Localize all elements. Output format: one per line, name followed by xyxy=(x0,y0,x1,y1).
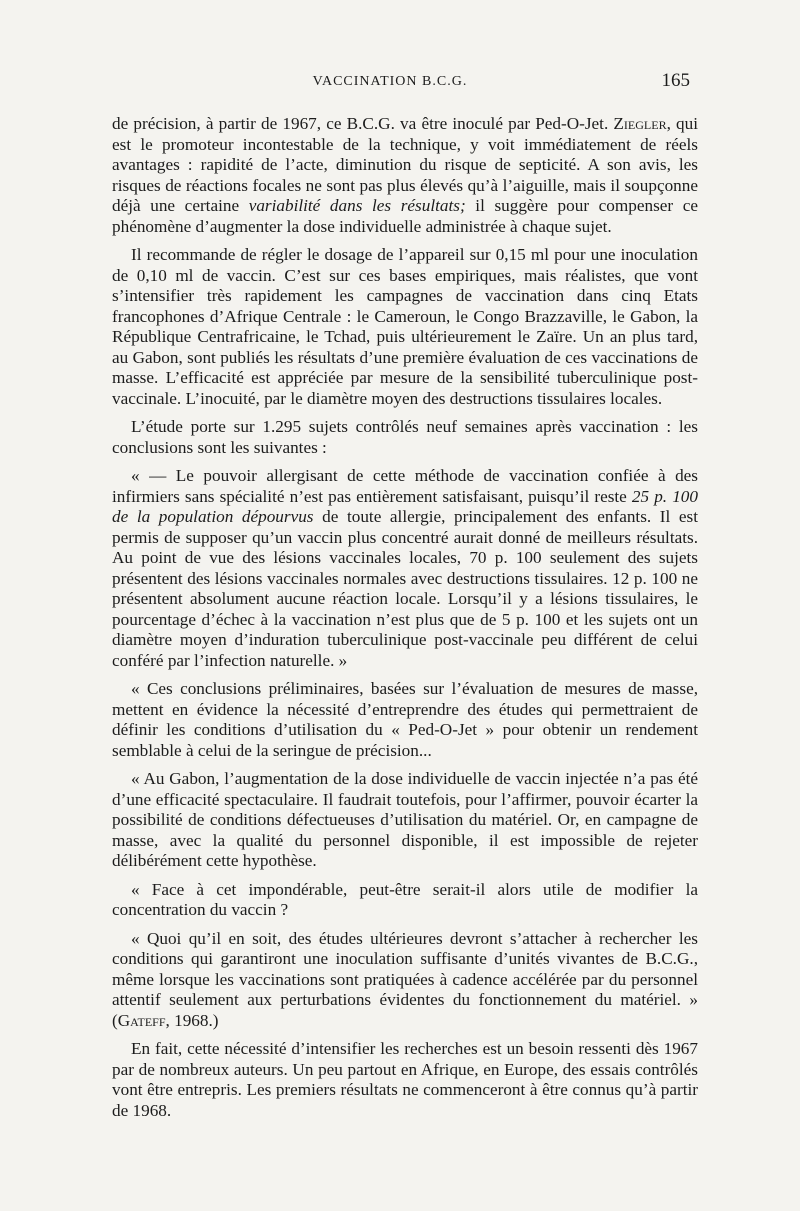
paragraph xyxy=(112,114,698,237)
text-segment: « Au Gabon, l’augmentation de la dose individuelle de vaccin injectée n’a pas été d’une efficacité spectaculaire. Il faudrait toutefois, pour l’affirmer, pouvoir écarter la possibilité de conditions défectueuses d’utilisation du matériel. Or, en campagne de masse, avec la qualité du personnel disponible, il est impossible de rejeter délibérément cette hypothèse. xyxy=(112,769,698,870)
quoted-paragraph xyxy=(112,769,698,872)
paragraph xyxy=(112,245,698,409)
italic-text: 25 p. 100 de la population dépourvus xyxy=(112,486,698,526)
running-head-title: VACCINATION B.C.G. xyxy=(312,74,468,89)
quoted-paragraph xyxy=(112,880,698,921)
text-segment: « Ces conclusions préliminaires, basées sur l’évaluation de mesures de masse, mettent en évidence la nécessité d’entreprendre des études qui permettraient de définir les conditions d’utilisation du « Ped-O-Jet » pour obtenir un rendement semblable à celui de la seringue de précision... xyxy=(112,679,698,760)
quoted-paragraph xyxy=(112,679,698,761)
text-segment: , 1968.) xyxy=(165,1010,219,1030)
text-segment: de précision, à partir de 1967, ce B.C.G. va être inoculé par Ped-O-Jet. xyxy=(112,114,614,133)
author-name: Ziegler xyxy=(613,114,667,133)
text-segment: « Face à cet impondérable, peut-être serait-il alors utile de modifier la concentration du vaccin ? xyxy=(112,879,698,919)
text-segment: Il recommande de régler le dosage de l’appareil sur 0,15 ml pour une inoculation de 0,10 ml de vaccin. C’est sur ces bases empiriques, mais réalistes, que vont s’intensifier très rapidement les campagnes de vaccination dans cinq Etats francophones d’Afrique Centrale : le Cameroun, le Congo Brazzaville, le Gabon, la République Centrafricaine, le Tchad, puis ultérieurement le Zaïre. Un an plus tard, au Gabon, sont publiés les résultats d’une première évaluation de ces vaccinations de masse. L’efficacité est appréciée par mesure de la sensibilité tuberculinique post-vaccinale. L’inocuité, par le diamètre moyen des destructions tissulaires locales. xyxy=(112,245,698,408)
author-name: Gateff xyxy=(117,1010,166,1030)
text-segment: il suggère pour compenser ce phénomène d’augmenter la dose individuelle administrée à chaque sujet. xyxy=(112,196,698,236)
paragraph xyxy=(112,1039,698,1121)
running-head xyxy=(0,70,800,98)
body-text xyxy=(112,114,698,1129)
quoted-paragraph xyxy=(112,929,698,1032)
text-segment: , qui est le promoteur incontestable de la technique, y voit immédiatement de réels avantages : rapidité de l’acte, diminution du risque de septicité. A son avis, les risques de réactions focales ne sont pas plus élevés qu’à l’aiguille, mais il soupçonne déjà une certaine xyxy=(112,114,699,215)
text-segment: « Quoi qu’il en soit, des études ultérieures devront s’attacher à rechercher les conditions qui garantiront une inoculation suffisante d’unités vivantes de B.C.G., même lorsque les vaccinations sont pratiquées à cadence accélérée par du personnel attentif seulement aux perturbations évidentes du fonctionnement du matériel. » ( xyxy=(112,928,698,1030)
quoted-paragraph xyxy=(112,466,698,671)
text-segment: L’étude porte sur 1.295 sujets contrôlés neuf semaines après vaccination : les conclusions sont les suivantes : xyxy=(112,417,698,457)
text-segment: En fait, cette nécessité d’intensifier les recherches est un besoin ressenti dès 1967 par de nombreux auteurs. Un peu partout en Afrique, en Europe, des essais contrôlés vont être entrepris. Les premiers résultats ne commenceront à être connus qu’à partir de 1968. xyxy=(112,1039,698,1120)
paragraph xyxy=(112,417,698,458)
text-segment: de toute allergie, principalement des enfants. Il est permis de supposer qu’un vaccin plus concentré aurait donné de meilleurs résultats. Au point de vue des lésions vaccinales locales, 70 p. 100 seulement des sujets présentent des lésions vaccinales normales avec destructions tissulaires. 12 p. 100 ne présentent absolument aucune réaction locale. Lorsqu’il y a lésions tissulaires, le pourcentage d’échec à la vaccination n’est plus que de 5 p. 100 et les sujets ont un diamètre moyen d’induration tuberculinique post-vaccinale peu différent de celui conféré par l’infection naturelle. » xyxy=(112,507,698,670)
italic-text: variabilité dans les résultats; xyxy=(248,196,466,215)
text-segment: « — Le pouvoir allergisant de cette méthode de vaccination confiée à des infirmiers sans spécialité n’est pas entièrement satisfaisant, puisqu’il reste xyxy=(112,466,698,506)
page-number: 165 xyxy=(661,70,690,91)
